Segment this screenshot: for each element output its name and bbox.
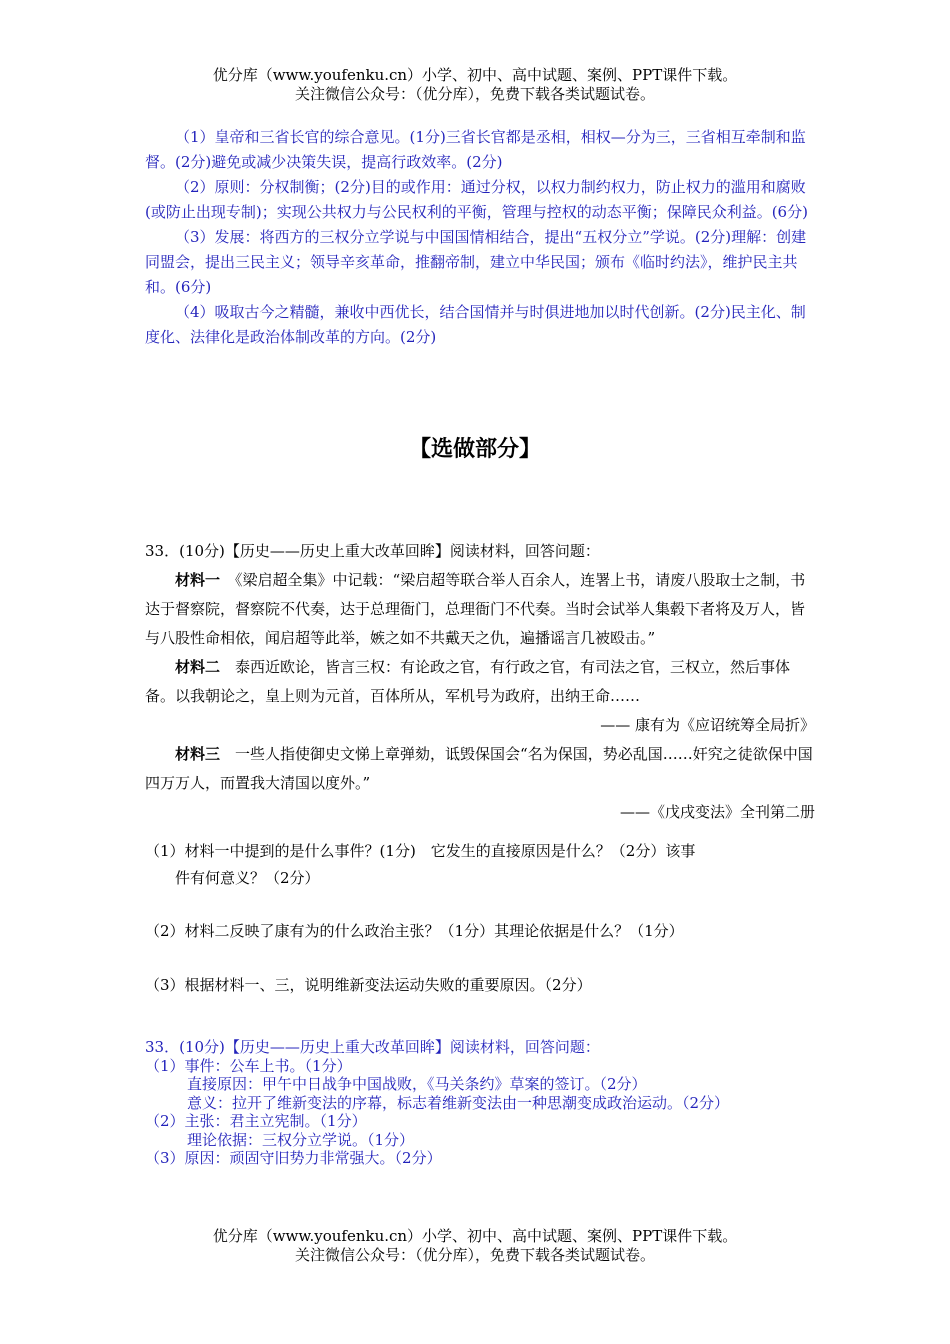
material-3	[145, 740, 815, 827]
question-heading: 33．(10分)【历史——历史上重大改革回眸】阅读材料，回答问题：	[145, 542, 600, 560]
material-label: 材料二	[175, 658, 221, 676]
material-source: —— 康有为《应诏统筹全局折》	[600, 716, 815, 734]
answer-paragraph: （2）原则：分权制衡；(2分)目的或作用：通过分权，以权力制约权力，防止权力的滥用和腐败(或防止出现专制)；实现公共权力与公民权利的平衡，管理与控权的动态平衡；保障民众利益。(6分)	[145, 178, 808, 221]
answer-key-line: （1）事件：公车上书。（1分）	[145, 1056, 352, 1075]
footer-line-2: 关注微信公众号：（优分库），免费下载各类试题试卷。	[294, 1246, 655, 1264]
answer-key-line: 意义：拉开了维新变法的序幕，标志着维新变法由一种思潮变成政治运动。（2分）	[187, 1093, 730, 1112]
material-1	[145, 566, 815, 653]
answer-paragraph: （4）吸取古今之精髓，兼收中西优长，结合国情并与时俱进地加以时代创新。(2分)民主化、制度化、法律化是政治体制改革的方向。(2分)	[145, 303, 806, 346]
sub-question-2: （2）材料二反映了康有为的什么政治主张？（1分）其理论依据是什么？（1分）	[145, 922, 684, 940]
material-label: 材料三	[175, 745, 221, 763]
answer-key-line: （3）原因：顽固守旧势力非常强大。（2分）	[145, 1149, 442, 1167]
answer-key	[145, 1038, 825, 1168]
answers-top	[145, 125, 815, 350]
answer-key-heading: 33．(10分)【历史——历史上重大改革回眸】阅读材料，回答问题：	[145, 1038, 600, 1056]
answer-key-line: （2）主张：君主立宪制。（1分）	[145, 1112, 367, 1130]
material-text: 一些人指使御史文悌上章弹劾，诋毁保国会“名为保国，势必乱国……奸究之徒欲保中国四万万人，而置我大清国以度外。”	[145, 745, 813, 792]
sub-question-3: （3）根据材料一、三，说明维新变法运动失败的重要原因。（2分）	[145, 976, 592, 994]
material-source: ——《戊戌变法》全刊第二册	[619, 803, 815, 821]
question-block	[145, 540, 815, 827]
material-label: 材料一	[175, 571, 221, 589]
answer-key-line: 直接原因：甲午中日战争中国战败，《马关条约》草案的签订。（2分）	[187, 1075, 647, 1093]
material-text: 《梁启超全集》中记载：“梁启超等联合举人百余人，连署上书，请废八股取士之制，书达于督察院，督察院不代奏，达于总理衙门，总理衙门不代奏。当时会试举人集毂下者将及万人，皆与八股性命相依，闻启超等此举，嫉之如不共戴天之仇，遍播谣言几被殴击。”	[145, 571, 806, 647]
answer-paragraph: （1）皇帝和三省长官的综合意见。(1分)三省长官都是丞相，相权—分为三，三省相互牵制和监督。(2分)避免或减少决策失误，提高行政效率。(2分)	[145, 128, 806, 171]
material-2	[145, 653, 815, 740]
header-line-2: 关注微信公众号：（优分库），免费下载各类试题试卷。	[294, 85, 655, 103]
header-line-1: 优分库（www.youfenku.cn）小学、初中、高中试题、案例、PPT课件下载。	[212, 66, 738, 84]
answer-paragraph: （3）发展：将西方的三权分立学说与中国国情相结合，提出“五权分立”学说。(2分)理解：创建同盟会，提出三民主义；领导辛亥革命，推翻帝制，建立中华民国；颁布《临时约法》，维护民主共和。(6分)	[145, 228, 807, 296]
page-header	[0, 66, 950, 104]
sub-question-1: （1）材料一中提到的是什么事件？(1分) 它发生的直接原因是什么？（2分）该事 件有何意义？（2分）	[145, 842, 696, 887]
material-text: 泰西近欧论，皆言三权：有论政之官，有行政之官，有司法之官，三权立，然后事体备。以我朝论之，皇上则为元首，百体所从，军机号为政府，出纳王命……	[145, 658, 791, 705]
section-title: 【选做部分】	[408, 437, 541, 462]
footer-line-1: 优分库（www.youfenku.cn）小学、初中、高中试题、案例、PPT课件下载。	[212, 1227, 738, 1245]
page-footer	[0, 1227, 950, 1265]
answer-key-line: 理论依据：三权分立学说。（1分）	[187, 1130, 415, 1149]
